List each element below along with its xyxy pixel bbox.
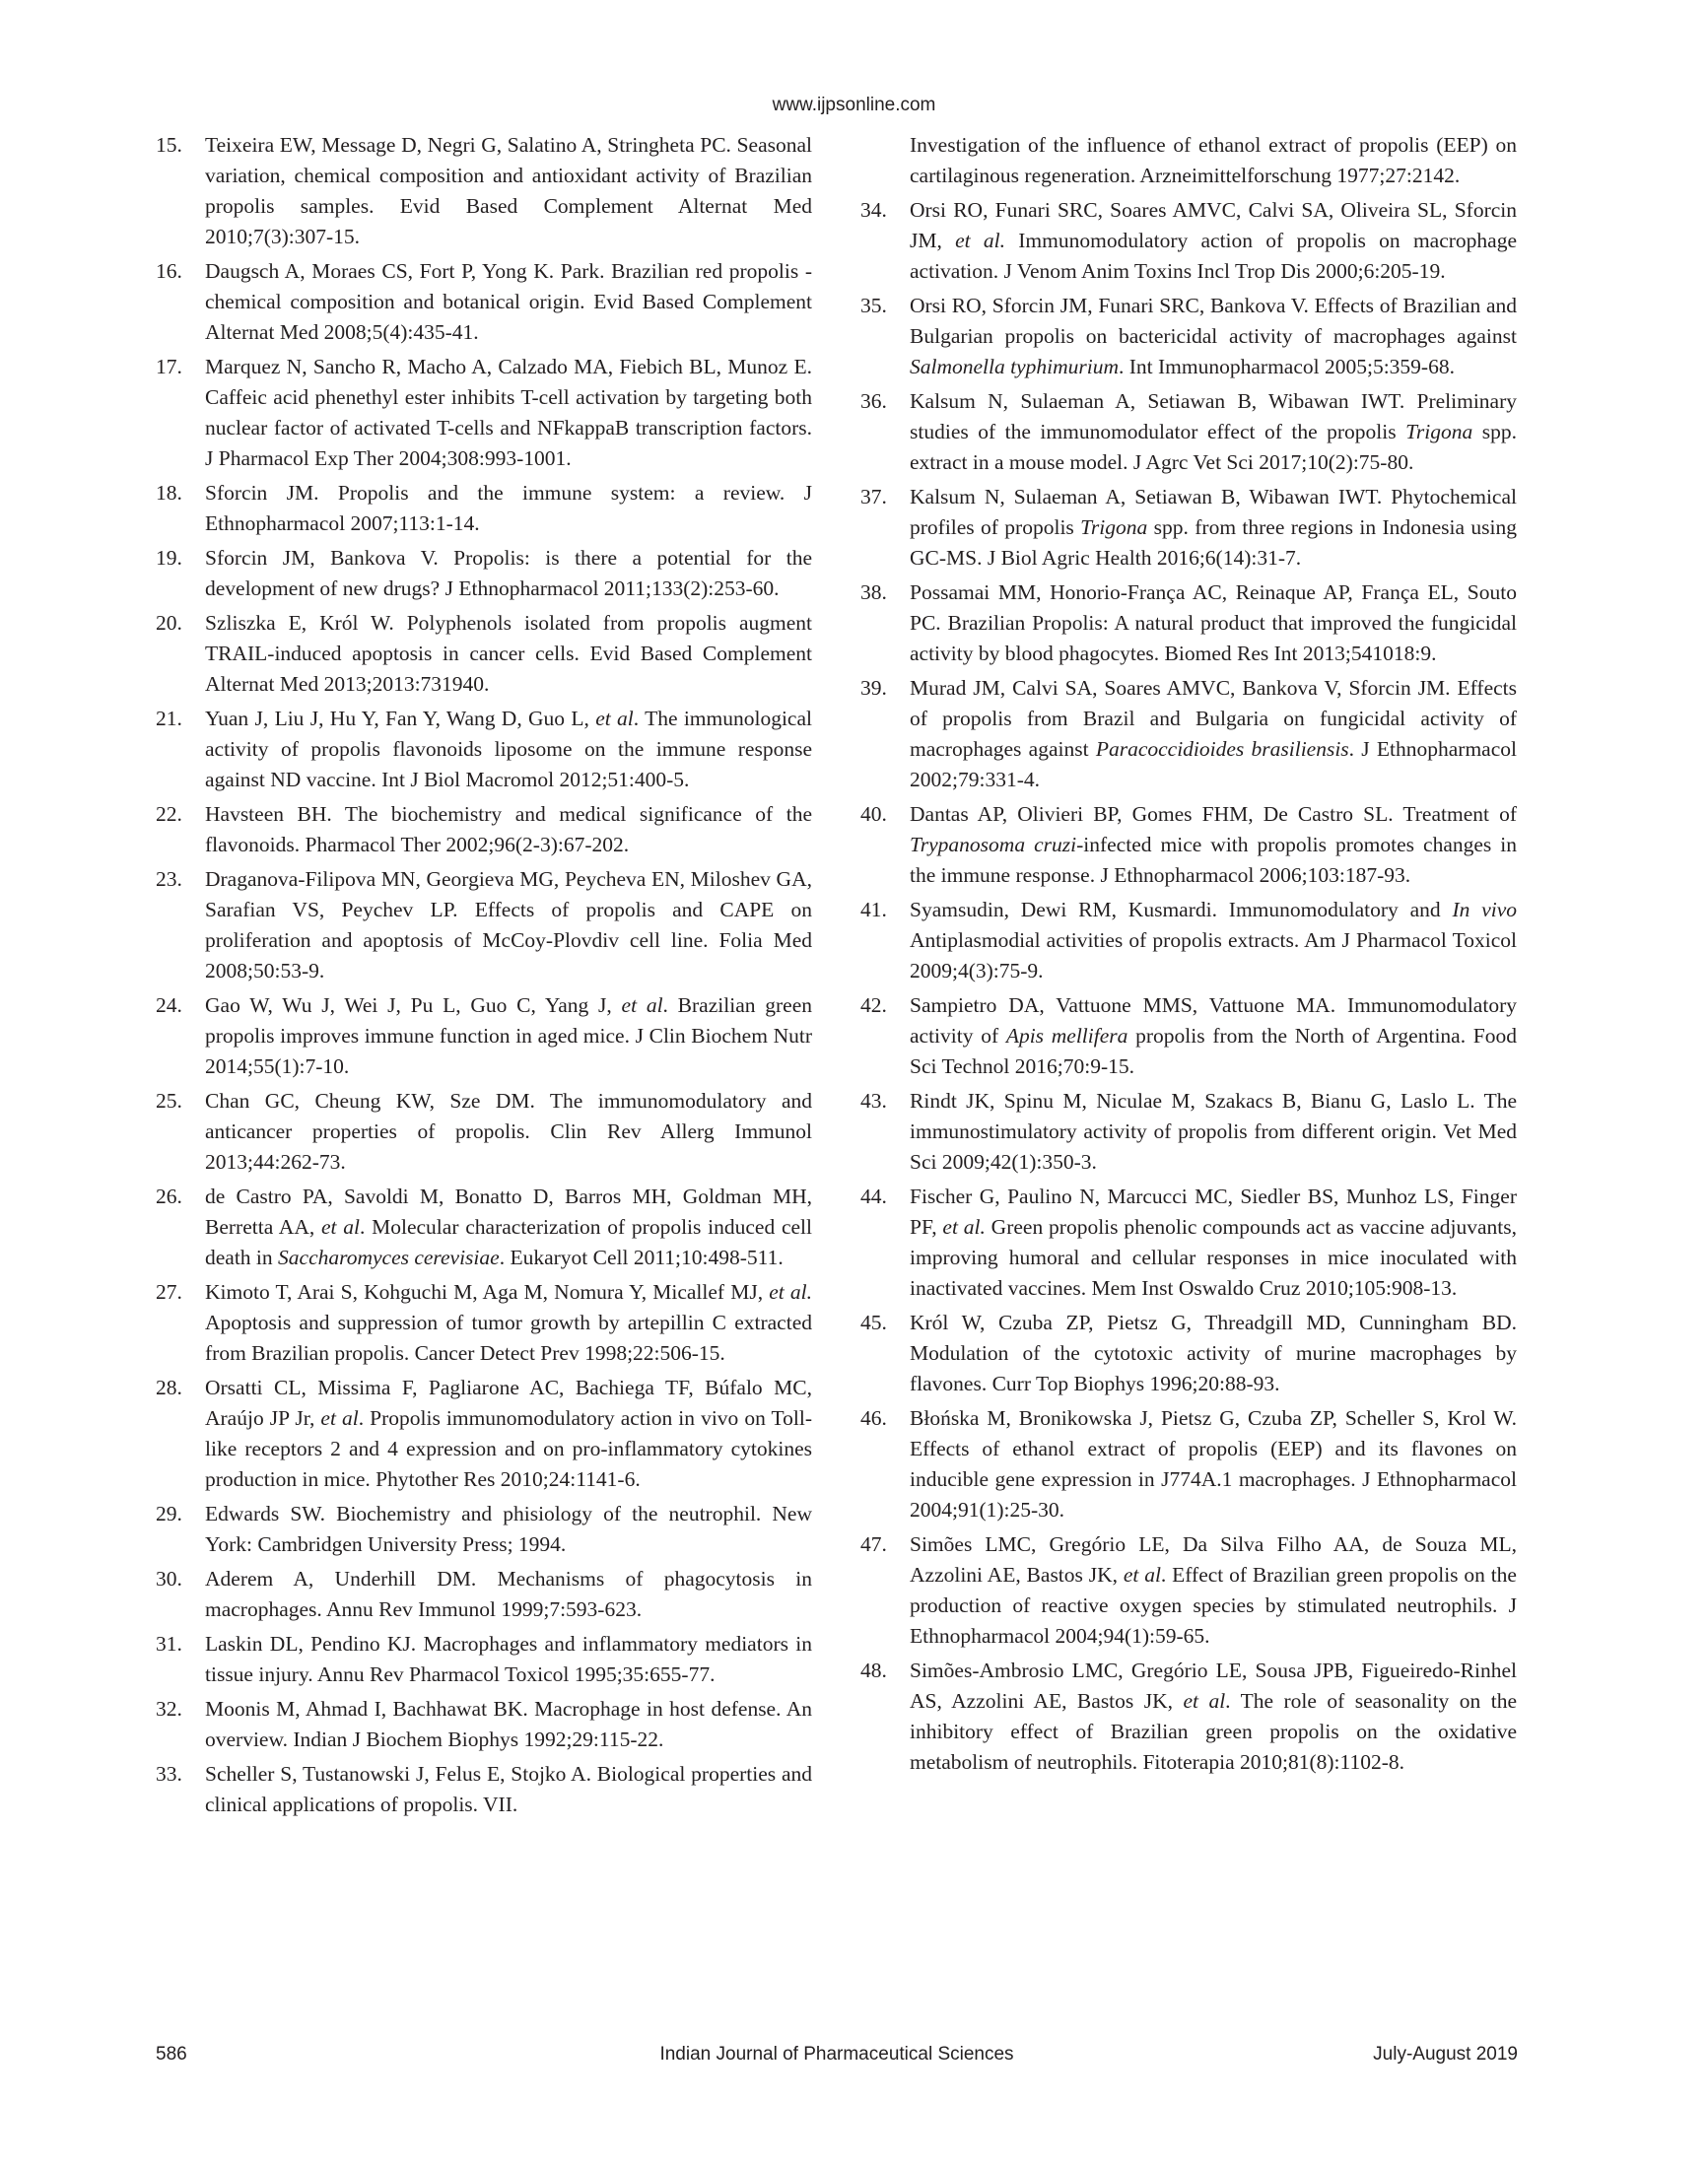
reference-number: 18. [156, 481, 182, 505]
reference-text: Błońska M, Bronikowska J, Pietsz G, Czuba ZP, Scheller S, Krol W. Effects of ethanol extract of propolis (EEP) and its flavones on inducible gene expression in J774A.1 macrophages. J Ethnopharmacol 2004;91(1):25-30. [910, 1406, 1517, 1522]
reference-number: 17. [156, 355, 182, 378]
reference-number: 34. [860, 198, 887, 222]
reference-number: 21. [156, 707, 182, 730]
reference-number: 20. [156, 611, 182, 635]
reference-number: 41. [860, 898, 887, 921]
reference-number: 30. [156, 1567, 182, 1591]
reference-text: Orsi RO, Sforcin JM, Funari SRC, Bankova V. Effects of Brazilian and Bulgarian propolis on bactericidal activity of macrophages against Salmonella typhimurium. Int Immunopharmacol 2005;5:359-68. [910, 294, 1517, 378]
reference-number: 48. [860, 1659, 887, 1682]
reference-text: de Castro PA, Savoldi M, Bonatto D, Barros MH, Goldman MH, Berretta AA, et al. Molecular characterization of propolis induced cell death in Saccharomyces cerevisiae. Eukaryot Cell 2011;10:498-511. [205, 1185, 812, 1269]
reference-text: Kimoto T, Arai S, Kohguchi M, Aga M, Nomura Y, Micallef MJ, et al. Apoptosis and suppression of tumor growth by artepillin C extracted from Brazilian propolis. Cancer Detect Prev 1998;22:506-15. [205, 1280, 812, 1365]
reference-number: 40. [860, 802, 887, 826]
reference-number: 36. [860, 389, 887, 413]
reference-item [156, 1277, 812, 1369]
reference-text: Sforcin JM, Bankova V. Propolis: is there a potential for the development of new drugs? J Ethnopharmacol 2011;133(2):253-60. [205, 546, 812, 600]
reference-item [156, 1759, 812, 1820]
reference-text: Kalsum N, Sulaeman A, Setiawan B, Wibawan IWT. Phytochemical profiles of propolis Trigona spp. from three regions in Indonesia using GC-MS. J Biol Agric Health 2016;6(14):31-7. [910, 485, 1518, 570]
reference-number: 25. [156, 1089, 182, 1113]
reference-item [156, 704, 812, 795]
reference-item [156, 1182, 812, 1273]
reference-text: Investigation of the influence of ethanol extract of propolis (EEP) on cartilaginous regeneration. Arzneimittelforschung 1977;27:2142. [910, 133, 1517, 187]
reference-item [860, 482, 1517, 574]
reference-item [860, 1182, 1517, 1304]
reference-number: 23. [156, 867, 182, 891]
reference-item [156, 130, 812, 252]
reference-number: 35. [860, 294, 887, 317]
reference-item [860, 990, 1517, 1082]
reference-number: 19. [156, 546, 182, 570]
reference-item [860, 673, 1517, 795]
reference-number: 33. [156, 1762, 182, 1786]
reference-text: Syamsudin, Dewi RM, Kusmardi. Immunomodulatory and In vivo Antiplasmodial activities of propolis extracts. Am J Pharmacol Toxicol 2009;4(3):75-9. [910, 898, 1518, 982]
reference-text: Gao W, Wu J, Wei J, Pu L, Guo C, Yang J, et al. Brazilian green propolis improves immune function in aged mice. J Clin Biochem Nutr 2014;55(1):7-10. [205, 993, 812, 1078]
journal-url[interactable]: www.ijpsonline.com [772, 95, 936, 115]
page-number: 586 [156, 2044, 187, 2065]
reference-number: 37. [860, 485, 887, 508]
reference-text: Laskin DL, Pendino KJ. Macrophages and inflammatory mediators in tissue injury. Annu Rev Pharmacol Toxicol 1995;35:655-77. [205, 1632, 812, 1686]
reference-item [156, 1086, 812, 1178]
reference-text: Scheller S, Tustanowski J, Felus E, Stojko A. Biological properties and clinical applications of propolis. VII. [205, 1762, 812, 1816]
reference-item [156, 256, 812, 348]
reference-item [156, 990, 812, 1082]
reference-text: Król W, Czuba ZP, Pietsz G, Threadgill MD, Cunningham BD. Modulation of the cytotoxic activity of murine macrophages by flavones. Curr Top Biophys 1996;20:88-93. [910, 1311, 1517, 1395]
reference-number: 29. [156, 1502, 182, 1525]
reference-item [860, 386, 1517, 478]
reference-text: Simões LMC, Gregório LE, Da Silva Filho AA, de Souza ML, Azzolini AE, Bastos JK, et al. Effect of Brazilian green propolis on the production of reactive oxygen species by stimulated neutrophils. J Ethnopharmacol 2004;94(1):59-65. [910, 1532, 1517, 1648]
reference-item [860, 130, 1517, 191]
reference-item [156, 543, 812, 604]
reference-text: Daugsch A, Moraes CS, Fort P, Yong K. Park. Brazilian red propolis - chemical composition and botanical origin. Evid Based Complement Alternat Med 2008;5(4):435-41. [205, 259, 812, 344]
reference-text: Sforcin JM. Propolis and the immune system: a review. J Ethnopharmacol 2007;113:1-14. [205, 481, 812, 535]
reference-text: Teixeira EW, Message D, Negri G, Salatino A, Stringheta PC. Seasonal variation, chemical composition and antioxidant activity of Brazilian propolis samples. Evid Based Complement Alternat Med 2010;7(3):307-15. [205, 133, 812, 248]
reference-item [156, 799, 812, 860]
reference-item [860, 577, 1517, 669]
reference-number: 26. [156, 1185, 182, 1208]
reference-text: Sampietro DA, Vattuone MMS, Vattuone MA. Immunomodulatory activity of Apis mellifera propolis from the North of Argentina. Food Sci Technol 2016;70:9-15. [910, 993, 1518, 1078]
reference-number: 28. [156, 1376, 182, 1399]
reference-list-right [860, 130, 1517, 1778]
reference-number: 27. [156, 1280, 182, 1304]
reference-item [156, 1564, 812, 1625]
reference-number: 47. [860, 1532, 887, 1556]
reference-number: 38. [860, 580, 887, 604]
reference-item [156, 864, 812, 986]
reference-number: 22. [156, 802, 182, 826]
reference-text: Rindt JK, Spinu M, Niculae M, Szakacs B, Bianu G, Laslo L. The immunostimulatory activity of propolis from different origin. Vet Med Sci 2009;42(1):350-3. [910, 1089, 1517, 1174]
reference-item [860, 195, 1517, 287]
references-left-column [156, 130, 812, 1824]
reference-text: Kalsum N, Sulaeman A, Setiawan B, Wibawan IWT. Preliminary studies of the immunomodulator effect of the propolis Trigona spp. extract in a mouse model. J Agrc Vet Sci 2017;10(2):75-80. [910, 389, 1517, 474]
reference-item [860, 1529, 1517, 1652]
reference-item [156, 478, 812, 539]
reference-text: Edwards SW. Biochemistry and phisiology of the neutrophil. New York: Cambridgen University Press; 1994. [205, 1502, 812, 1556]
reference-item [156, 608, 812, 700]
reference-text: Possamai MM, Honorio-França AC, Reinaque AP, França EL, Souto PC. Brazilian Propolis: A natural product that improved the fungicidal activity by blood phagocytes. Biomed Res Int 2013;541018:9. [910, 580, 1517, 665]
reference-text: Simões-Ambrosio LMC, Gregório LE, Sousa JPB, Figueiredo-Rinhel AS, Azzolini AE, Bastos JK, et al. The role of seasonality on the inhibitory effect of Brazilian green propolis on the oxidative metabolism of neutrophils. Fitoterapia 2010;81(8):1102-8. [910, 1659, 1517, 1774]
reference-number: 44. [860, 1185, 887, 1208]
reference-text: Chan GC, Cheung KW, Sze DM. The immunomodulatory and anticancer properties of propolis. Clin Rev Allerg Immunol 2013;44:262-73. [205, 1089, 812, 1174]
reference-number: 46. [860, 1406, 887, 1430]
reference-text: Dantas AP, Olivieri BP, Gomes FHM, De Castro SL. Treatment of Trypanosoma cruzi-infected mice with propolis promotes changes in the immune response. J Ethnopharmacol 2006;103:187-93. [910, 802, 1518, 887]
references-right-column [860, 130, 1517, 1782]
journal-name: Indian Journal of Pharmaceutical Sciences [659, 2044, 1014, 2065]
reference-number: 39. [860, 676, 887, 700]
reference-list-left [156, 130, 812, 1820]
reference-text: Aderem A, Underhill DM. Mechanisms of phagocytosis in macrophages. Annu Rev Immunol 1999;7:593-623. [205, 1567, 812, 1621]
reference-number: 32. [156, 1697, 182, 1721]
reference-item [156, 1629, 812, 1690]
reference-item [156, 1373, 812, 1495]
reference-text: Havsteen BH. The biochemistry and medical significance of the flavonoids. Pharmacol Ther 2002;96(2-3):67-202. [205, 802, 812, 856]
reference-item [860, 1086, 1517, 1178]
reference-number: 45. [860, 1311, 887, 1334]
reference-number: 24. [156, 993, 182, 1017]
reference-text: Murad JM, Calvi SA, Soares AMVC, Bankova V, Sforcin JM. Effects of propolis from Brazil and Bulgaria on fungicidal activity of macrophages against Paracoccidioides brasiliensis. J Ethnopharmacol 2002;79:331-4. [910, 676, 1517, 791]
reference-number: 16. [156, 259, 182, 283]
reference-text: Orsi RO, Funari SRC, Soares AMVC, Calvi SA, Oliveira SL, Sforcin JM, et al. Immunomodulatory action of propolis on macrophage activation. J Venom Anim Toxins Incl Trop Dis 2000;6:205-19. [910, 198, 1517, 283]
reference-text: Moonis M, Ahmad I, Bachhawat BK. Macrophage in host defense. An overview. Indian J Biochem Biophys 1992;29:115-22. [205, 1697, 812, 1751]
reference-text: Orsatti CL, Missima F, Pagliarone AC, Bachiega TF, Búfalo MC, Araújo JP Jr, et al. Propolis immunomodulatory action in vivo on Toll-like receptors 2 and 4 expression and on pro-inflammatory cytokines production in mice. Phytother Res 2010;24:1141-6. [205, 1376, 812, 1491]
reference-item [156, 1499, 812, 1560]
reference-item [860, 1403, 1517, 1525]
reference-text: Szliszka E, Król W. Polyphenols isolated from propolis augment TRAIL-induced apoptosis in cancer cells. Evid Based Complement Alternat Med 2013;2013:731940. [205, 611, 812, 696]
reference-text: Draganova-Filipova MN, Georgieva MG, Peycheva EN, Miloshev GA, Sarafian VS, Peychev LP. Effects of propolis and CAPE on proliferation and apoptosis of McCoy-Plovdiv cell line. Folia Med 2008;50:53-9. [205, 867, 812, 982]
reference-item [860, 1656, 1517, 1778]
reference-number: 31. [156, 1632, 182, 1656]
reference-item [156, 352, 812, 474]
reference-number: 15. [156, 133, 182, 157]
reference-text: Yuan J, Liu J, Hu Y, Fan Y, Wang D, Guo L, et al. The immunological activity of propolis flavonoids liposome on the immune response against ND vaccine. Int J Biol Macromol 2012;51:400-5. [205, 707, 812, 791]
reference-number: 43. [860, 1089, 887, 1113]
reference-item [860, 895, 1517, 986]
reference-item [860, 291, 1517, 382]
reference-item [860, 1308, 1517, 1399]
reference-item [156, 1694, 812, 1755]
reference-item [860, 799, 1517, 891]
reference-text: Fischer G, Paulino N, Marcucci MC, Siedler BS, Munhoz LS, Finger PF, et al. Green propolis phenolic compounds act as vaccine adjuvants, improving humoral and cellular responses in mice inoculated with inactivated vaccines. Mem Inst Oswaldo Cruz 2010;105:908-13. [910, 1185, 1517, 1300]
issue-date: July-August 2019 [1373, 2044, 1518, 2065]
reference-number: 42. [860, 993, 887, 1017]
reference-text: Marquez N, Sancho R, Macho A, Calzado MA, Fiebich BL, Munoz E. Caffeic acid phenethyl ester inhibits T-cell activation by targeting both nuclear factor of activated T-cells and NFkappaB transcription factors. J Pharmacol Exp Ther 2004;308:993-1001. [205, 355, 812, 470]
